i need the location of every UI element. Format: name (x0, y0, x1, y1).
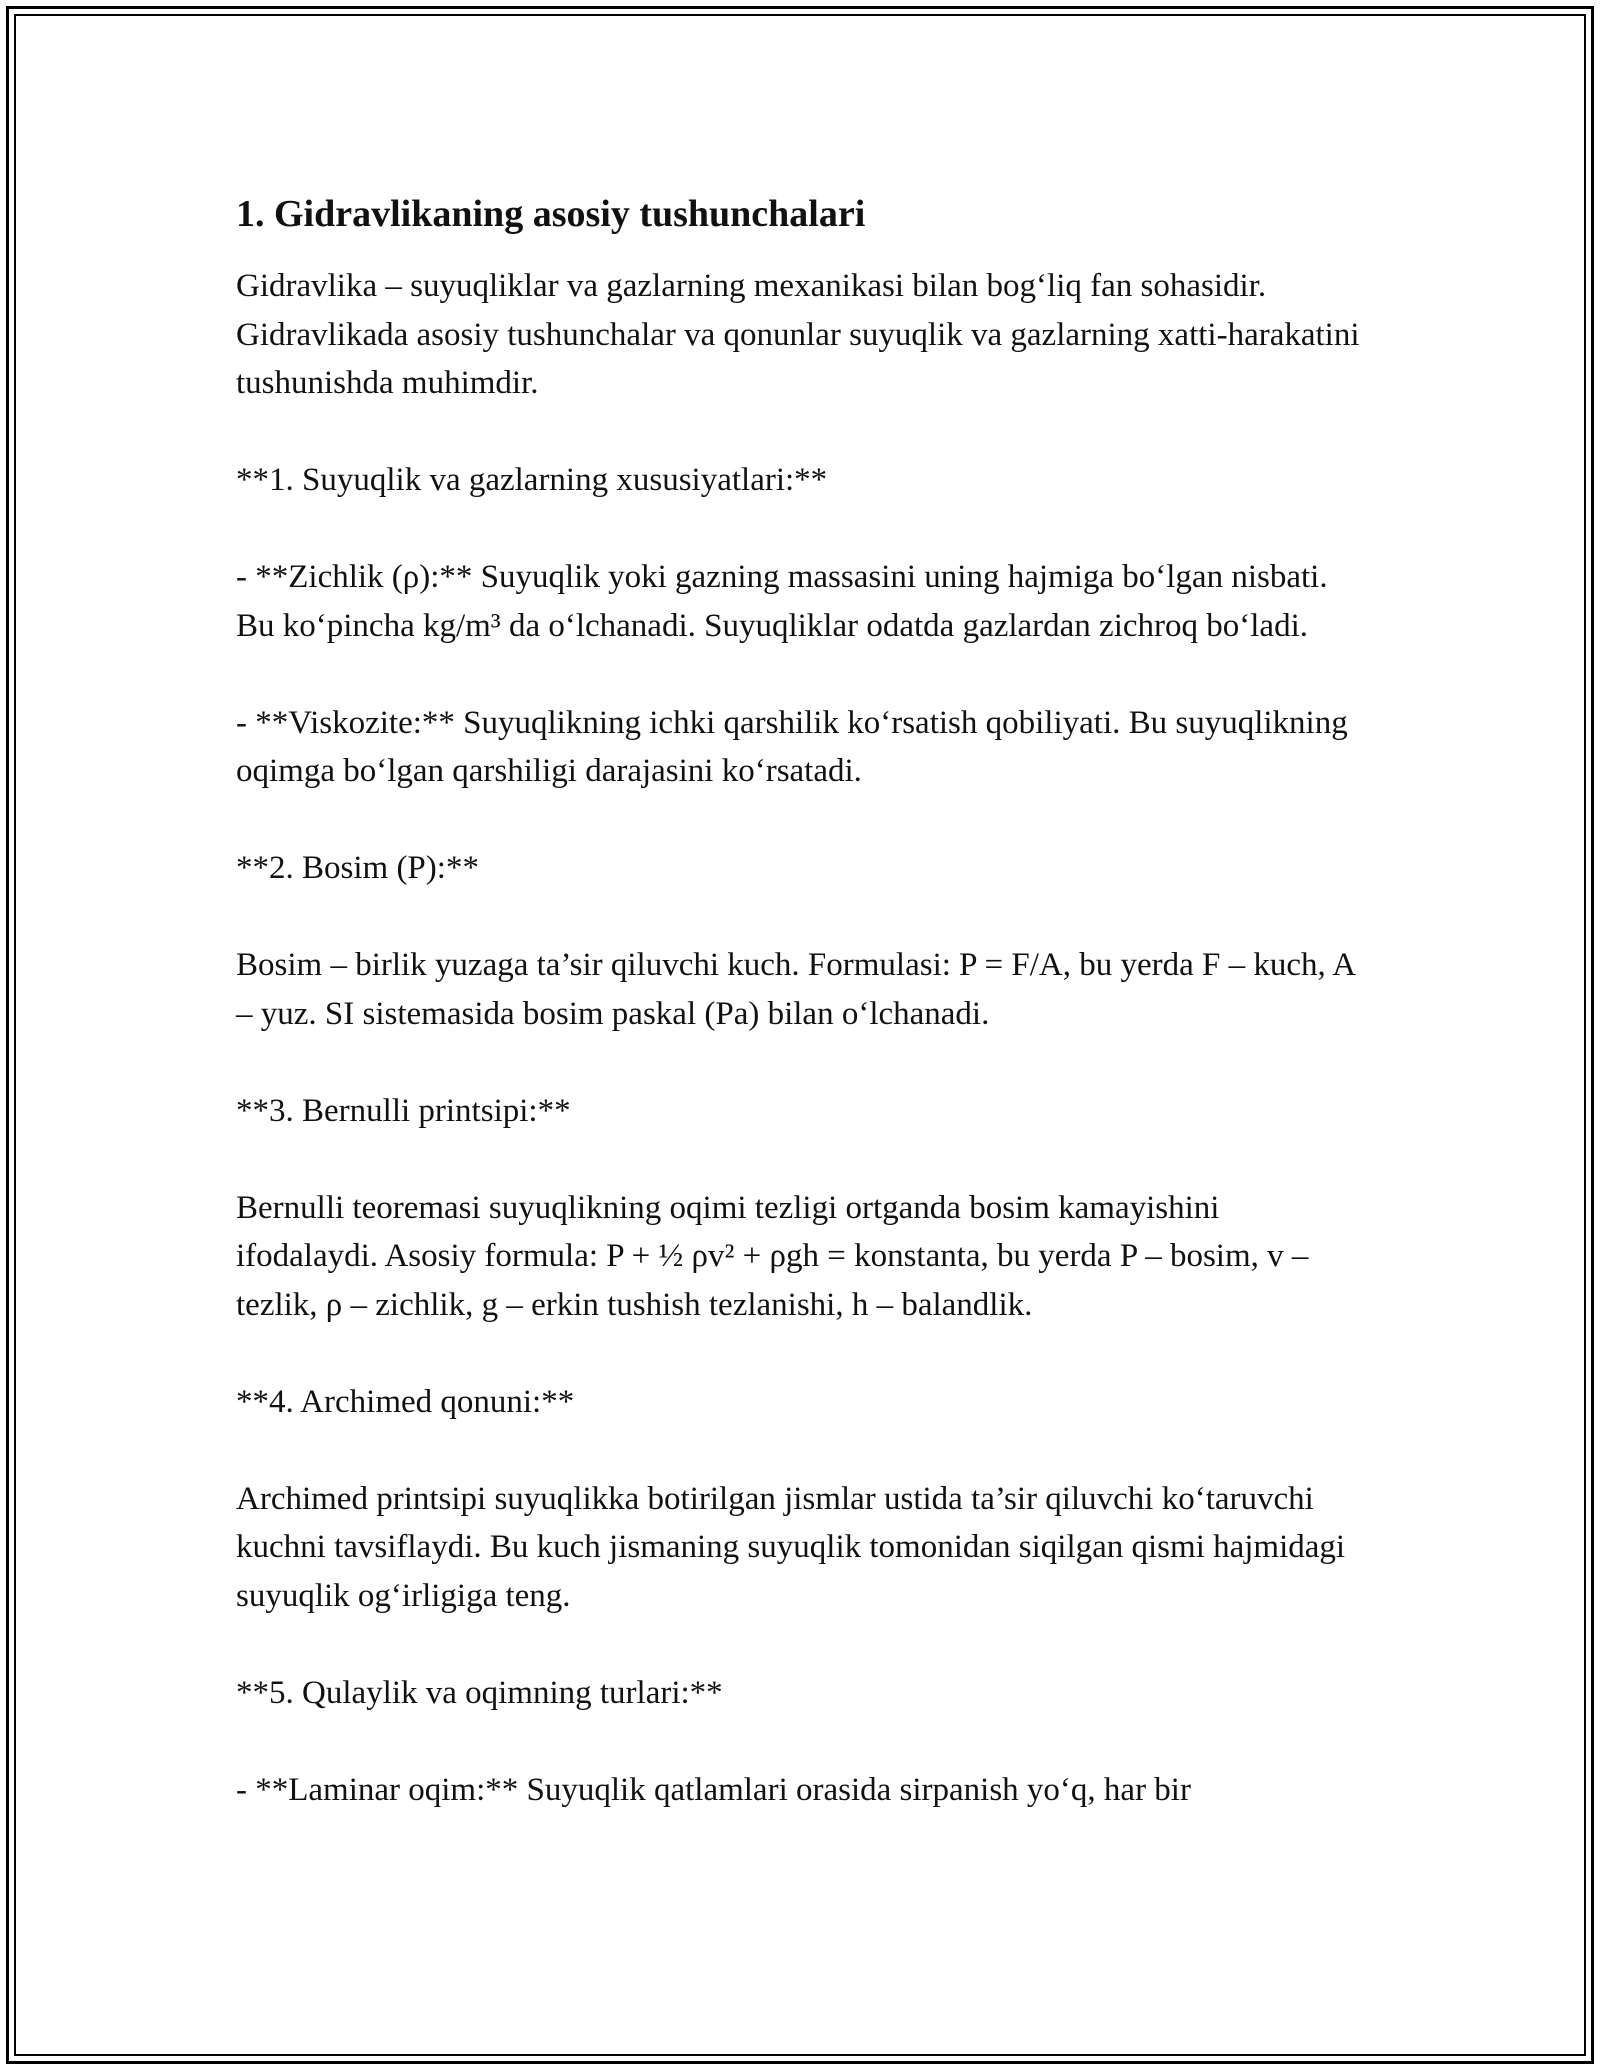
pressure-paragraph: Bosim – birlik yuzaga ta’sir qiluvchi kuch. Formulasi: P = F/A, bu yerda F – kuch, A – yuz. SI sistemasida bosim paskal (Pa) bilan o‘lchanadi. (236, 947, 1355, 1032)
section-heading-pressure: **2. Bosim (P):** (236, 850, 479, 886)
density-paragraph: - **Zichlik (ρ):** Suyuqlik yoki gazning massasini uning hajmiga bo‘lgan nisbati. Bu ko‘pincha kg/m³ da o‘lchanadi. Suyuqliklar odatda gazlardan zichroq bo‘ladi. (236, 559, 1328, 644)
section-heading-bernoulli: **3. Bernulli printsipi:** (236, 1092, 571, 1129)
intro-paragraph: Gidravlika – suyuqliklar va gazlarning mexanikasi bilan bog‘liq fan sohasidir. Gidravlikada asosiy tushunchalar va qonunlar suyuqlik va gazlarning xatti-harakatini tushunishda muhimdir. (236, 268, 1360, 401)
bernoulli-paragraph: Bernulli teoremasi suyuqlikning oqimi tezligi ortganda bosim kamayishini ifodalaydi. Asosiy formula: P + ½ ρv² + ρgh = konstanta, bu yerda P – bosim, v – tezlik, ρ – zichlik, g – erkin tushish tezlanishi, h – balandlik. (236, 1189, 1309, 1323)
archimedes-paragraph: Archimed printsipi suyuqlikka botirilgan jismlar ustida ta’sir qiluvchi ko‘taruvchi kuchni tavsiflaydi. Bu kuch jismaning suyuqlik tomonidan siqilgan qismi hajmidagi suyuqlik og‘irligiga teng. (236, 1480, 1346, 1614)
laminar-flow-paragraph: - **Laminar oqim:** Suyuqlik qatlamlari orasida sirpanish yo‘q, har bir (236, 1771, 1191, 1808)
viscosity-paragraph: - **Viskozite:** Suyuqlikning ichki qarshilik ko‘rsatish qobiliyati. Bu suyuqlikning oqimga bo‘lgan qarshiligi darajasini ko‘rsatadi. (236, 704, 1348, 789)
document-body (236, 186, 1366, 1814)
section-heading-flow-types: **5. Qulaylik va oqimning turlari:** (236, 1674, 723, 1711)
section-heading-properties: **1. Suyuqlik va gazlarning xususiyatlari:** (236, 462, 828, 498)
document-title: 1. Gidravlikaning asosiy tushunchalari (236, 193, 866, 235)
section-heading-archimedes: **4. Archimed qonuni:** (236, 1383, 575, 1420)
